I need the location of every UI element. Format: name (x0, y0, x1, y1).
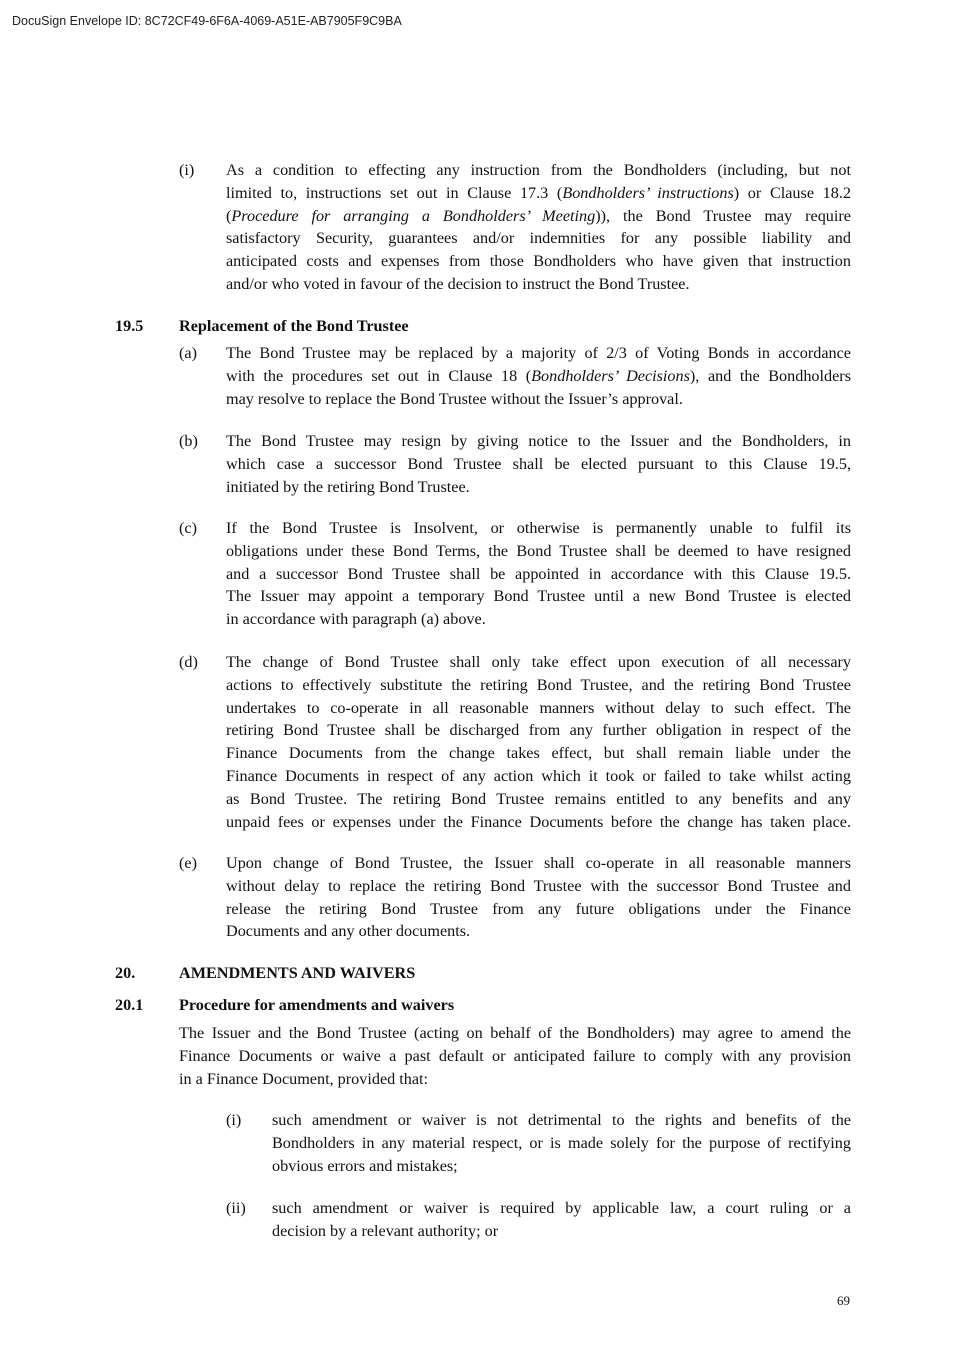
para-c-line: and a successor Bond Trustee shall be appointed in accordance with this Clause 19.5. (226, 564, 851, 583)
para-i-line: (Procedure for arranging a Bondholders’ Meeting)), the Bond Trustee may require (226, 206, 851, 225)
amend-i-label: (i) (226, 1111, 242, 1129)
para-e-line: Upon change of Bond Trustee, the Issuer shall co-operate in all reasonable manners (226, 854, 851, 872)
para-i-label: (i) (179, 161, 195, 179)
para-e-line: Documents and any other documents. (226, 922, 471, 941)
para-a-line: with the procedures set out in Clause 18 (Bondholders’ Decisions), and the Bondholders (226, 366, 851, 385)
para-c-line: obligations under these Bond Terms, the Bond Trustee shall be deemed to have resigned (226, 541, 851, 560)
page-number: 69 (837, 1293, 850, 1308)
para-i-line: satisfactory Security, guarantees and/or indemnities for any possible liability and (226, 229, 851, 248)
para-b-line: initiated by the retiring Bond Trustee. (226, 477, 470, 496)
section-20-1-intro (179, 1022, 851, 1090)
para-c-line: If the Bond Trustee is Insolvent, or otherwise is permanently unable to fulfil its (226, 519, 851, 537)
para-i-line: As a condition to effecting any instruction from the Bondholders (including, but not (226, 161, 851, 179)
para-i-body (226, 159, 851, 296)
section-title-19-5: Replacement of the Bond Trustee (179, 317, 409, 335)
para-e-body (226, 852, 851, 943)
section-number-19-5: 19.5 (115, 317, 144, 335)
para-b-line: which case a successor Bond Trustee shall be elected pursuant to this Clause 19.5, (226, 454, 851, 473)
amend-i-body (272, 1109, 851, 1177)
para-e-line: without delay to replace the retiring Bond Trustee with the successor Bond Trustee and (226, 876, 851, 895)
para-a-line: may resolve to replace the Bond Trustee without the Issuer’s approval. (226, 389, 683, 408)
para-d-line: retiring Bond Trustee shall be discharged from any further obligation in respect of the (226, 721, 851, 740)
para-d-line: unpaid fees or expenses under the Finance Documents before the change has taken place. (226, 812, 851, 831)
envelope-id-header: DocuSign Envelope ID: 8C72CF49-6F6A-4069-A51E-AB7905F9C9BA (12, 14, 402, 28)
amend-ii-line: decision by a relevant authority; or (272, 1221, 499, 1240)
para-i-line: and/or who voted in favour of the decision to instruct the Bond Trustee. (226, 274, 690, 293)
section-number-20-1: 20.1 (115, 996, 144, 1014)
section-title-20: AMENDMENTS AND WAIVERS (179, 964, 416, 982)
para-c-body (226, 517, 851, 631)
amend-i-line: obvious errors and mistakes; (272, 1156, 458, 1175)
para-a-body (226, 342, 851, 410)
section-title-20-1: Procedure for amendments and waivers (179, 996, 455, 1014)
intro-line: Finance Documents or waive a past default or anticipated failure to comply with any provision (179, 1046, 851, 1065)
para-d-line: Finance Documents in respect of any action which it took or failed to take whilst acting (226, 766, 851, 785)
para-d-line: as Bond Trustee. The retiring Bond Trustee remains entitled to any benefits and any (226, 789, 851, 808)
para-d-body (226, 651, 851, 833)
para-i-line: anticipated costs and expenses from those Bondholders who have given that instruction (226, 252, 851, 271)
intro-line: in a Finance Document, provided that: (179, 1069, 429, 1088)
amend-ii-line: such amendment or waiver is required by applicable law, a court ruling or a (272, 1199, 851, 1217)
para-c-line: The Issuer may appoint a temporary Bond Trustee until a new Bond Trustee is elected (226, 587, 851, 606)
amend-i-line: such amendment or waiver is not detrimental to the rights and benefits of the (272, 1111, 851, 1129)
para-d-label: (d) (179, 653, 198, 671)
para-b-label: (b) (179, 432, 198, 450)
amend-ii-label: (ii) (226, 1199, 246, 1217)
section-number-20: 20. (115, 964, 136, 982)
para-e-line: release the retiring Bond Trustee from any future obligations under the Finance (226, 899, 851, 918)
para-d-line: undertakes to co-operate in all reasonable manners without delay to such effect. The (226, 698, 851, 717)
para-e-label: (e) (179, 854, 197, 872)
para-d-line: The change of Bond Trustee shall only take effect upon execution of all necessary (226, 653, 851, 671)
para-i-line: limited to, instructions set out in Clause 17.3 (Bondholders’ instructions) or Clause 18.2 (226, 183, 851, 202)
intro-line: The Issuer and the Bond Trustee (acting on behalf of the Bondholders) may agree to amend the (179, 1024, 851, 1042)
para-a-label: (a) (179, 344, 197, 362)
para-b-body (226, 430, 851, 498)
para-d-line: actions to effectively substitute the retiring Bond Trustee, and the retiring Bond Trustee (226, 675, 851, 694)
para-b-line: The Bond Trustee may resign by giving notice to the Issuer and the Bondholders, in (226, 432, 851, 450)
para-c-label: (c) (179, 519, 197, 537)
para-a-line: The Bond Trustee may be replaced by a majority of 2/3 of Voting Bonds in accordance (226, 344, 851, 362)
amend-i-line: Bondholders in any material respect, or is made solely for the purpose of rectifying (272, 1133, 851, 1152)
para-d-line: Finance Documents from the change takes effect, but shall remain liable under the (226, 744, 851, 763)
amend-ii-body (272, 1197, 851, 1243)
para-c-line: in accordance with paragraph (a) above. (226, 610, 486, 629)
